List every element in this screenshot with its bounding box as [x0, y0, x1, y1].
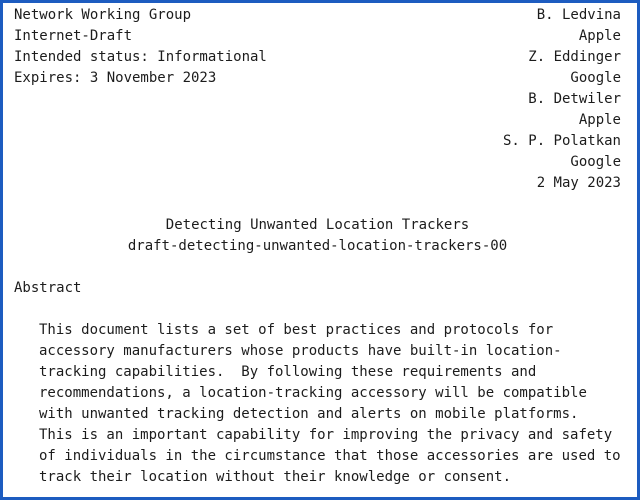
- intended-status-line: Intended status: Informational: [14, 49, 267, 65]
- author-line: S. P. Polatkan: [502, 133, 621, 149]
- abstract-body: [14, 320, 621, 488]
- header-right-column: [503, 5, 621, 194]
- abstract-text-line: of individuals in the circumstance that those accessories are used to: [39, 448, 621, 464]
- abstract-text-line: This is an important capability for improving the privacy and safety: [39, 427, 613, 443]
- abstract-text-line: accessory manufacturers whose products have built-in location-: [39, 343, 562, 359]
- abstract-text-line: recommendations, a location-tracking accessory will be compatible: [39, 385, 587, 401]
- org-line: Apple: [578, 112, 621, 128]
- date-line: 2 May 2023: [536, 175, 621, 191]
- working-group-line: Network Working Group: [14, 7, 192, 23]
- abstract-text-line: tracking capabilities. By following these requirements and: [39, 364, 537, 380]
- document-page: [3, 3, 637, 488]
- internet-draft-line: Internet-Draft: [14, 28, 133, 44]
- org-line: Google: [570, 70, 621, 86]
- title-block: [14, 215, 621, 257]
- document-title: Detecting Unwanted Location Trackers: [165, 217, 470, 233]
- header-left-column: [14, 5, 267, 89]
- abstract-text-line: track their location without their knowledge or consent.: [39, 469, 512, 485]
- document-header: [14, 5, 621, 194]
- author-line: B. Detwiler: [528, 91, 621, 107]
- author-line: Z. Eddinger: [528, 49, 621, 65]
- org-line: Google: [570, 154, 621, 170]
- author-line: B. Ledvina: [536, 7, 621, 23]
- draft-name: draft-detecting-unwanted-location-trackers-00: [127, 238, 508, 254]
- abstract-text-line: This document lists a set of best practices and protocols for: [39, 322, 554, 338]
- abstract-heading: Abstract: [14, 280, 82, 296]
- abstract-text-line: with unwanted tracking detection and alerts on mobile platforms.: [39, 406, 579, 422]
- org-line: Apple: [578, 28, 621, 44]
- expires-line: Expires: 3 November 2023: [14, 70, 217, 86]
